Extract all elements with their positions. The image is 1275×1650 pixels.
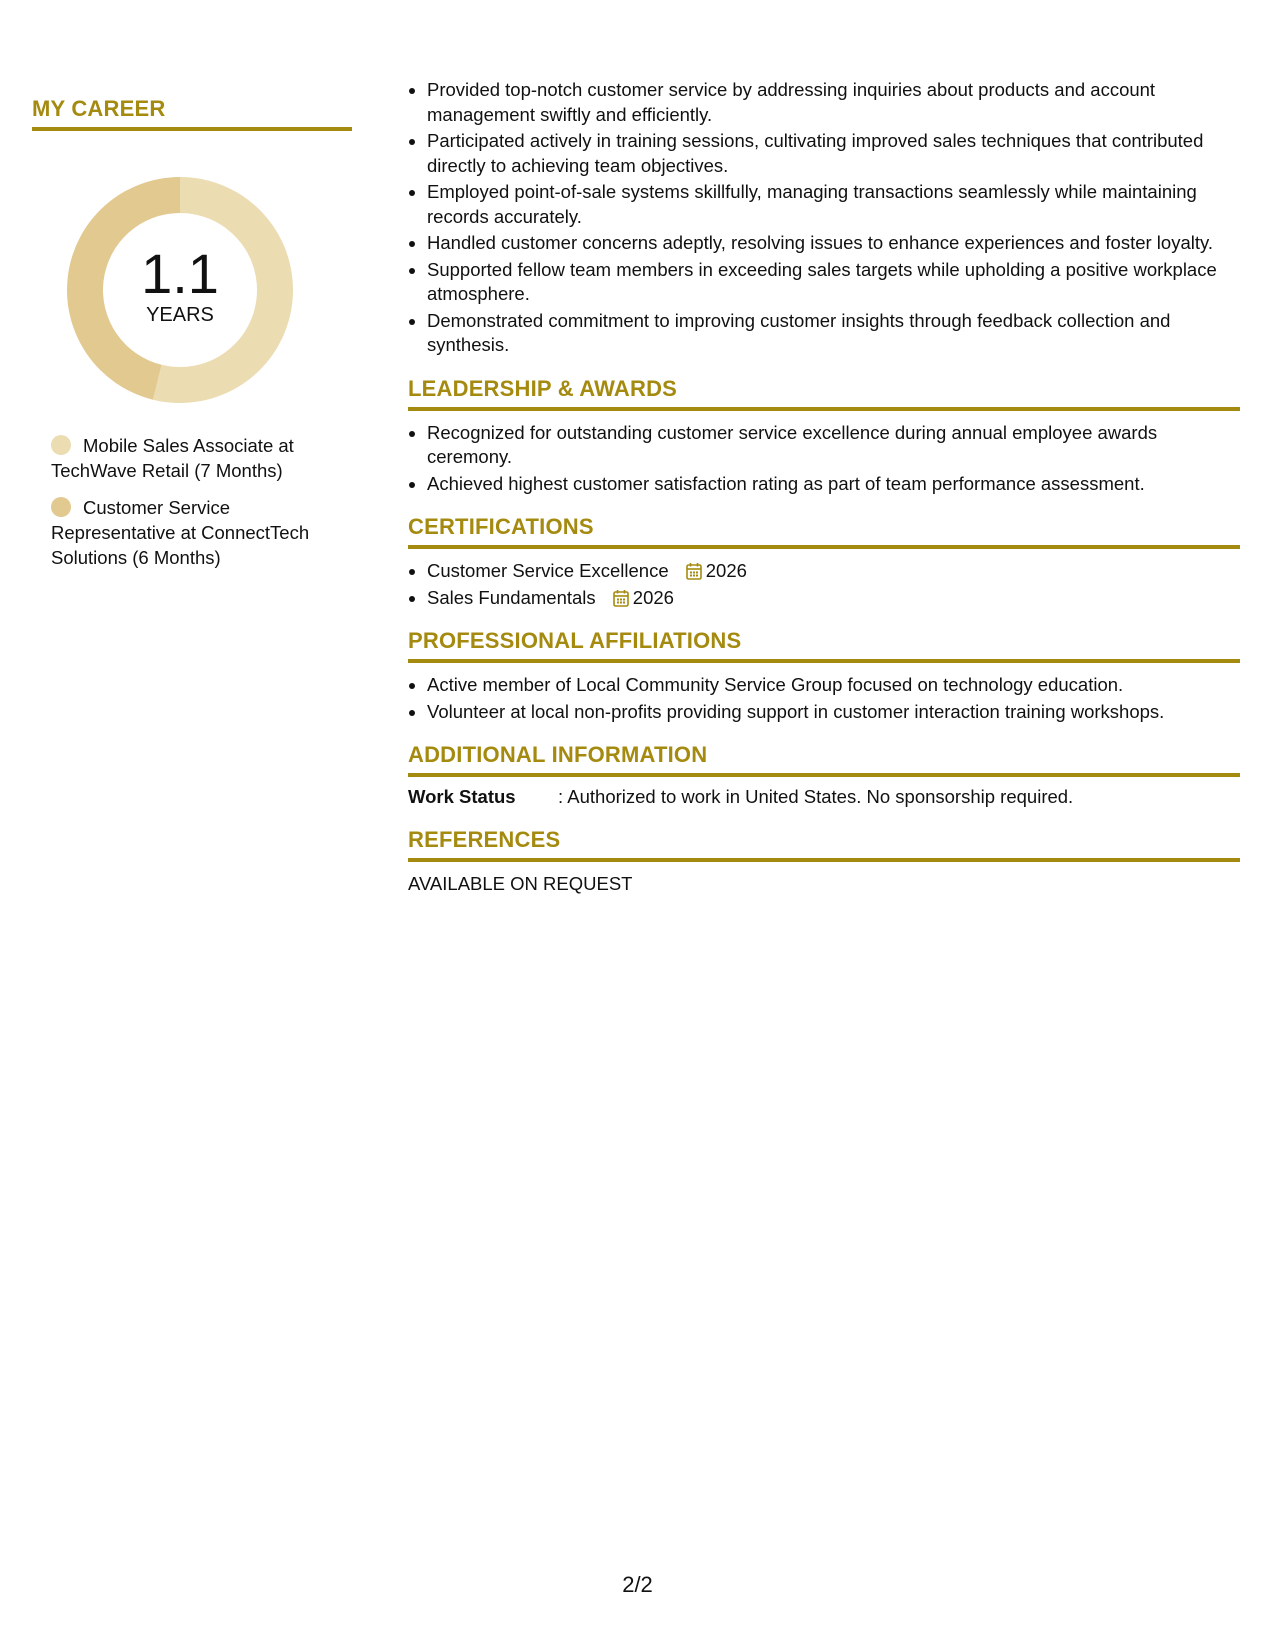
legend-item (51, 433, 341, 483)
work-status-label: Work Status (408, 786, 516, 807)
list-item: • Recognized for outstanding customer service excellence during annual employee awards ceremony. (427, 421, 1240, 470)
leadership-section (408, 376, 1240, 497)
list-item: • Provided top-notch customer service by addressing inquiries about products and account management swiftly and efficiently. (427, 78, 1240, 127)
legend-label: Mobile Sales Associate at TechWave Retail (7 Months) (51, 435, 294, 481)
list-item: • Demonstrated commitment to improving customer insights through feedback collection and synthesis. (427, 309, 1240, 358)
affiliations-title: PROFESSIONAL AFFILIATIONS (408, 628, 1240, 663)
list-item: • Handled customer concerns adeptly, resolving issues to enhance experiences and foster loyalty. (427, 231, 1240, 256)
work-status-row (408, 785, 1240, 809)
calendar-icon (613, 589, 629, 607)
list-item (427, 559, 1240, 584)
right-column (408, 78, 1240, 896)
affiliations-list (408, 673, 1240, 724)
list-item: • Achieved highest customer satisfaction rating as part of team performance assessment. (427, 472, 1240, 497)
leadership-list (408, 421, 1240, 497)
years-unit: YEARS (146, 304, 214, 326)
list-item: • Employed point-of-sale systems skillfully, managing transactions seamlessly while maintaining records accurately. (427, 180, 1240, 229)
additional-title: ADDITIONAL INFORMATION (408, 742, 1240, 777)
legend-item (51, 495, 341, 570)
donut-center (65, 242, 295, 327)
list-item: • Volunteer at local non-profits providing support in customer interaction training workshops. (427, 700, 1240, 725)
list-item: • Participated actively in training sessions, cultivating improved sales techniques that contributed directly to achieving team objectives. (427, 129, 1240, 178)
career-title: MY CAREER (32, 96, 352, 131)
total-years: 1.1 (141, 242, 219, 305)
certification-year: 2026 (705, 560, 747, 581)
left-column (32, 96, 352, 582)
certifications-section (408, 514, 1240, 610)
additional-section (408, 742, 1240, 809)
list-item: • Supported fellow team members in exceeding sales targets while upholding a positive workplace atmosphere. (427, 258, 1240, 307)
calendar-icon (686, 562, 702, 580)
list-item: • Active member of Local Community Service Group focused on technology education. (427, 673, 1240, 698)
references-text: AVAILABLE ON REQUEST (408, 873, 633, 894)
certification-year: 2026 (632, 586, 674, 608)
page-number: 2/2 (622, 1572, 653, 1597)
certifications-title: CERTIFICATIONS (408, 514, 1240, 549)
certifications-list (408, 559, 1240, 610)
career-legend (51, 433, 341, 570)
references-title: REFERENCES (408, 827, 1240, 862)
affiliations-section (408, 628, 1240, 724)
career-donut-chart (65, 175, 295, 405)
leadership-title: LEADERSHIP & AWARDS (408, 376, 1240, 411)
work-status-value: : Authorized to work in United States. No sponsorship required. (558, 786, 1074, 807)
experience-bullets (408, 78, 1240, 358)
certification-name: Sales Fundamentals (427, 586, 596, 608)
legend-dot (51, 435, 71, 455)
legend-label: Customer Service Representative at ConnectTech Solutions (6 Months) (51, 497, 310, 568)
references-section (408, 827, 1240, 896)
certification-name: Customer Service Excellence (427, 560, 669, 581)
list-item (427, 586, 1240, 611)
legend-dot (51, 497, 71, 517)
